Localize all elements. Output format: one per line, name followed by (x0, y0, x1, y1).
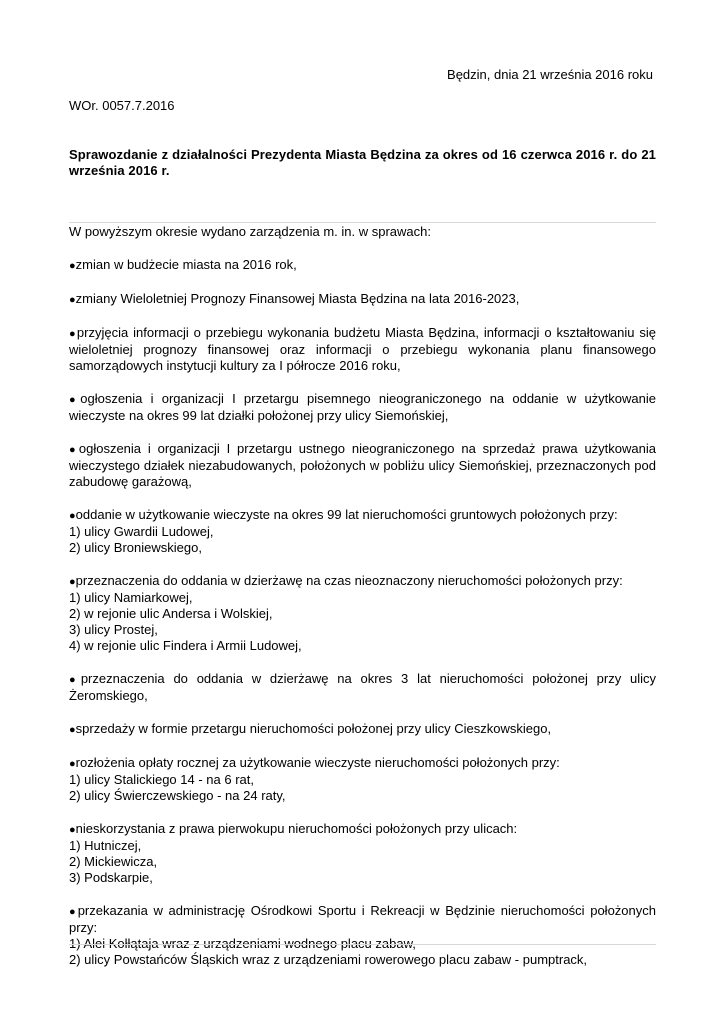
bullet-icon: ● (69, 260, 76, 272)
list-item-label: przekazania w administrację Ośrodkowi Sportu i Rekreacji w Będzinie nieruchomości położonych przy: (69, 903, 656, 935)
document-body (69, 224, 656, 985)
list-item-label: sprzedaży w formie przetargu nieruchomości położonej przy ulicy Cieszkowskiego, (75, 721, 552, 736)
sub-item: 2) Mickiewicza, (69, 854, 158, 869)
intro-paragraph: W powyższym okresie wydano zarządzenia m. in. w sprawach: (69, 224, 431, 239)
list-item (69, 721, 656, 738)
list-item (69, 325, 656, 374)
list-item-text (69, 257, 656, 274)
sub-item: 4) w rejonie ulic Findera i Armii Ludowej, (69, 638, 302, 653)
sub-item: 1) ulicy Stalickiego 14 - na 6 rat, (69, 772, 254, 787)
bullet-icon: ● (69, 294, 76, 306)
ordinance-list (69, 257, 656, 968)
sub-item: 3) Podskarpie, (69, 870, 153, 885)
sub-item: 3) ulicy Prostej, (69, 622, 158, 637)
list-item (69, 257, 656, 274)
list-item (69, 671, 656, 704)
bullet-icon: ● (69, 824, 76, 836)
top-divider (69, 222, 656, 223)
list-item-label: ogłoszenia i organizacji I przetargu ustnego nieograniczonego na sprzedaż prawa użytkowania wieczystego działek niezabudowanych, położonych w pobliżu ulicy Siemońskiej, przeznaczonych pod zabudowę garażową, (69, 441, 656, 489)
list-item-label: zmiany Wieloletniej Prognozy Finansowej Miasta Będzina na lata 2016-2023, (75, 291, 520, 306)
sub-item: 1) Hutniczej, (69, 838, 142, 853)
bullet-icon: ● (69, 674, 81, 686)
list-item-text (69, 671, 656, 704)
sub-item: 1) Alei Kołłątaja wraz z urządzeniami wodnego placu zabaw, (69, 936, 416, 951)
list-item-label: przeznaczenia do oddania w dzierżawę na okres 3 lat nieruchomości położonej przy ulicy Żeromskiego, (69, 671, 656, 703)
document-date: Będzin, dnia 21 września 2016 roku (447, 67, 653, 82)
list-item-text (69, 821, 656, 838)
list-item (69, 507, 656, 556)
sub-item: 2) ulicy Powstańców Śląskich wraz z urządzeniami rowerowego placu zabaw - pumptrack, (69, 952, 588, 967)
list-item (69, 441, 656, 490)
list-item-text (69, 755, 656, 772)
bullet-icon: ● (69, 576, 76, 588)
sub-item: 2) ulicy Broniewskiego, (69, 540, 202, 555)
reference-number: WOr. 0057.7.2016 (69, 98, 175, 113)
list-item (69, 291, 656, 308)
bullet-icon: ● (69, 328, 77, 340)
list-item-label: nieskorzystania z prawa pierwokupu nieruchomości położonych przy ulicach: (75, 821, 518, 836)
sub-item: 2) w rejonie ulic Andersa i Wolskiej, (69, 606, 273, 621)
sub-item: 1) ulicy Gwardii Ludowej, (69, 524, 214, 539)
list-item-label: rozłożenia opłaty rocznej za użytkowanie wieczyste nieruchomości położonych przy: (75, 755, 560, 770)
list-item-label: przeznaczenia do oddania w dzierżawę na czas nieoznaczony nieruchomości położonych przy: (75, 573, 623, 588)
list-item (69, 573, 656, 654)
list-item (69, 391, 656, 424)
list-item (69, 903, 656, 968)
list-item-label: oddanie w użytkowanie wieczyste na okres 99 lat nieruchomości gruntowych położonych przy: (75, 507, 618, 522)
document-title: Sprawozdanie z działalności Prezydenta Miasta Będzina za okres od 16 czerwca 2016 r. do 21 września 2016 r. (69, 147, 656, 178)
sub-item: 2) ulicy Świerczewskiego - na 24 raty, (69, 788, 286, 803)
bullet-icon: ● (69, 758, 76, 770)
list-item-text (69, 903, 656, 936)
bullet-icon: ● (69, 394, 81, 406)
bottom-divider (69, 944, 656, 945)
bullet-icon: ● (69, 444, 79, 456)
bullet-icon: ● (69, 906, 78, 918)
list-item-text (69, 325, 656, 374)
list-item-text (69, 721, 656, 738)
sub-item: 1) ulicy Namiarkowej, (69, 590, 193, 605)
list-item-label: przyjęcia informacji o przebiegu wykonania budżetu Miasta Będzina, informacji o kształtowaniu się wieloletniej prognozy finansowej oraz informacji o przebiegu wykonania planu finansowego samorządowych instytucji kultury za I półrocze 2016 roku, (69, 325, 656, 373)
bullet-icon: ● (69, 510, 76, 522)
list-item (69, 821, 656, 886)
list-item-text (69, 507, 656, 524)
list-item (69, 755, 656, 804)
list-item-text (69, 291, 656, 308)
list-item-text (69, 441, 656, 490)
list-item-label: zmian w budżecie miasta na 2016 rok, (75, 257, 297, 272)
bullet-icon: ● (69, 724, 76, 736)
list-item-text (69, 391, 656, 424)
list-item-label: ogłoszenia i organizacji I przetargu pisemnego nieograniczonego na oddanie w użytkowanie wieczyste na okres 99 lat działki położonej przy ulicy Siemońskiej, (69, 391, 656, 423)
list-item-text (69, 573, 656, 590)
